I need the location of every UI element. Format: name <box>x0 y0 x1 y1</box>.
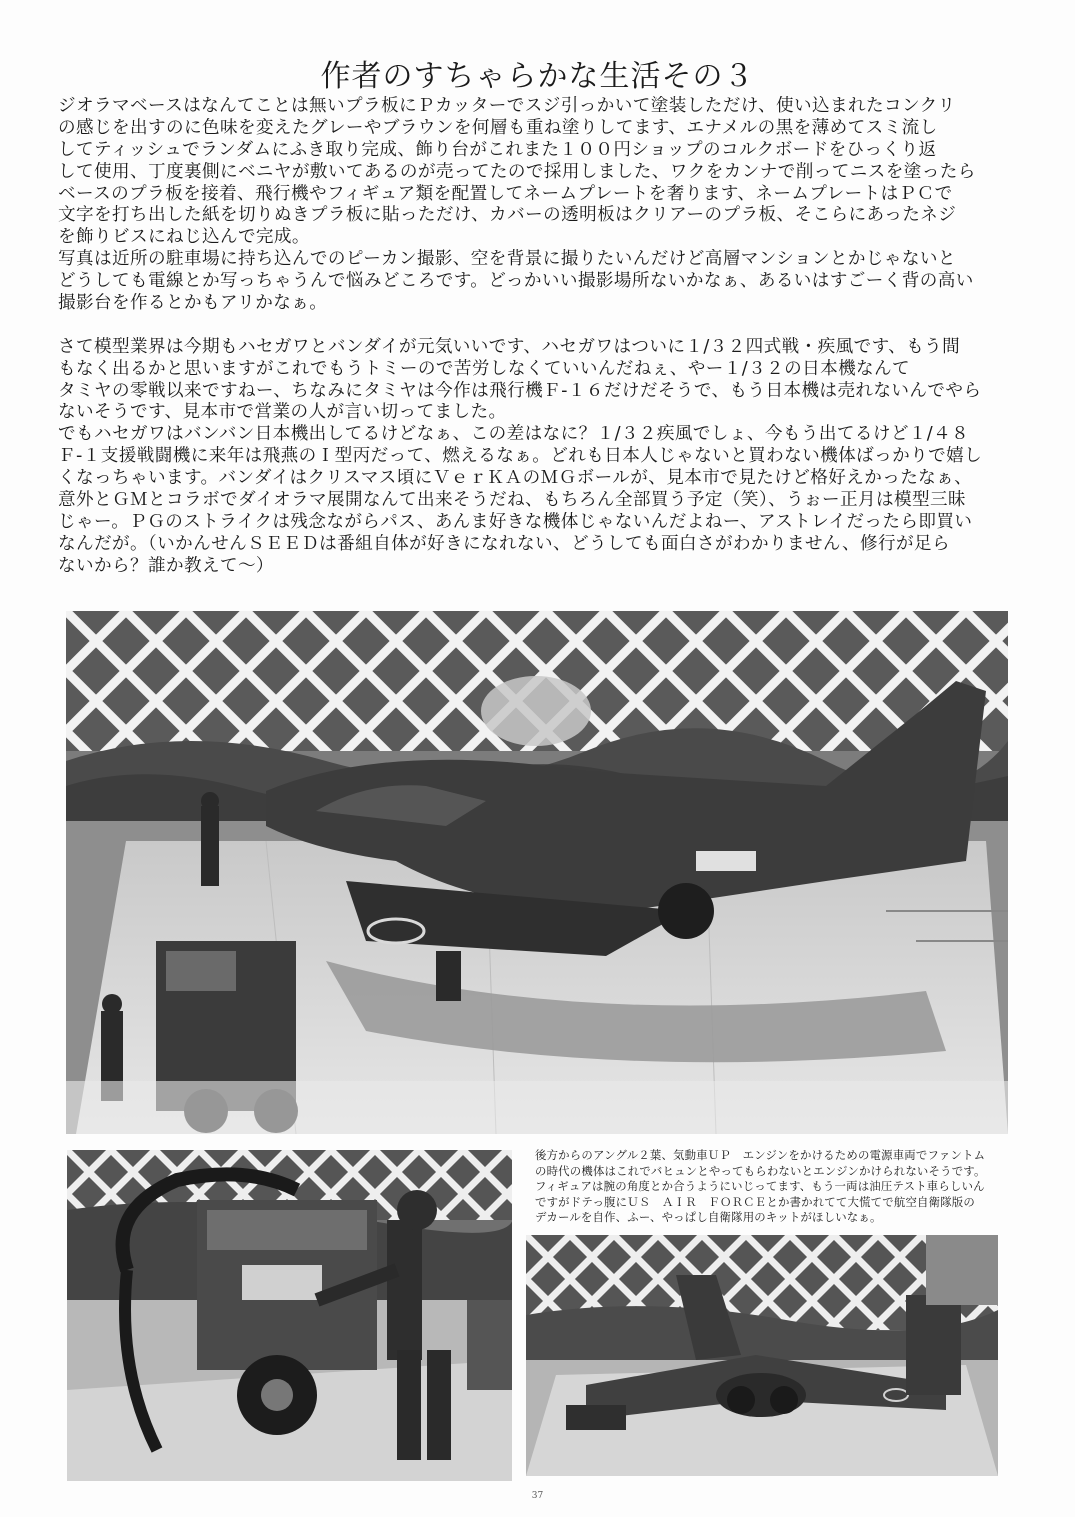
body-line: どうしても電線とか写っちゃうんで悩みどころです。どっかいい撮影場所ないかなぁ、あるいはすごーく背の高い <box>58 271 974 292</box>
body-line: してティッシュでランダムにふき取り完成、飾り台がこれまた１００円ショップのコルクボードをひっくり返 <box>58 139 937 160</box>
body-line: ないそうです、見本市で営業の人が言い切ってました。 <box>58 402 507 423</box>
article-body <box>58 96 1018 578</box>
body-line: じゃー。ＰＧのストライクは残念ながらパス、あんま好きな機体じゃないんだよねー、アストレイだったら即買い <box>58 511 973 532</box>
body-line: ないから？誰か教えて～） <box>58 555 274 576</box>
body-line: 撮影台を作るとかもアリかなぁ。 <box>58 293 328 314</box>
body-line: タミヤの零戦以来ですねー、ちなみにタミヤは今作は飛行機Ｆ-１６だけだそうで、もう日本機は売れないんでやら <box>58 380 982 401</box>
caption-line: ですがドテっ腹にＵＳ ＡＩＲ ＦＯＲＣＥとか書かれてて大慌てで航空自衛隊版の <box>535 1194 975 1209</box>
main-photo-phantom-diorama <box>66 611 1008 1134</box>
body-line: の感じを出すのに色味を変えたグレーやブラウンを何層も重ね塗りしてます、エナメルの黒を薄めてスミ流し <box>58 117 938 138</box>
body-line: ジオラマベースはなんてことは無いプラ板にＰカッターでスジ引っかいて塗装しただけ、使い込まれたコンクリ <box>58 96 956 116</box>
body-line: 意外とＧＭとコラボでダイオラマ展開なんて出来そうだね、もちろん全部買う予定（笑）、うぉー正月は模型三昧 <box>58 490 967 511</box>
caption-line: の時代の機体はこれでバヒュンとやってもらわないとエンジンかけられないそうです。 <box>535 1163 986 1178</box>
paragraph-gap <box>58 315 1018 337</box>
caption-line: フィギュアは腕の角度とか合うようにいじってます、もう一両は油圧テスト車らしいん <box>535 1179 985 1194</box>
photo-caption <box>535 1148 1005 1226</box>
article-title: 作者のすちゃらかな生活その３ <box>320 59 755 94</box>
body-line: さて模型業界は今期もハセガワとバンダイが元気いいです、ハセガワはついに１/３２四式戦・疾風です、もう間 <box>58 336 961 357</box>
body-line: 写真は近所の駐車場に持ち込んでのピーカン撮影、空を背景に撮りたいんだけど高層マンションとかじゃないと <box>58 249 956 270</box>
caption-line: 後方からのアングル２葉、気動車ＵＰ エンジンをかけるための電源車両でファントム <box>535 1148 986 1162</box>
body-line: もなく出るかと思いますがこれでもうトミーので苦労しなくていいんだねぇ、やー１/３２の日本機なんて <box>58 358 911 379</box>
body-line: Ｆ-１支援戦闘機に来年は飛燕のＩ型丙だって、燃えるなぁ。どれも日本人じゃないと買わない機体ばっかりで嬉し <box>58 446 983 467</box>
body-line: 文字を打ち出した紙を切りぬきプラ板に貼っただけ、カバーの透明板はクリアーのプラ板、そこらにあったネジ <box>58 205 957 226</box>
body-line: して使用、丁度裏側にベニヤが敷いてあるのが売ってたので採用しました、ワクをカンナで削ってニスを塗ったら <box>58 161 976 182</box>
body-line: くなっちゃいます。バンダイはクリスマス頃にＶｅｒＫＡのＭＧボールが、見本市で見たけど格好えかったなぁ、 <box>58 468 973 489</box>
photo-power-cart-figure <box>67 1150 512 1481</box>
photo-rear-angle-phantom <box>526 1235 998 1476</box>
body-line: でもハセガワはバンバン日本機出してるけどなぁ、この差はなに？１/３２疾風でしょ、今もう出てるけど１/４８ <box>58 424 970 445</box>
body-line: なんだが。（いかんせんＳＥＥＤは番組自体が好きになれない、どうしても面白さがわかりません、修行が足ら <box>58 533 950 554</box>
body-line: ベースのプラ板を接着、飛行機やフィギュア類を配置してネームプレートを奢ります、ネームプレートはＰＣで <box>58 183 953 204</box>
caption-line: デカールを自作、ふー、やっぱし自衛隊用のキットがほしいなぁ。 <box>535 1210 882 1225</box>
body-line: を飾りビスにねじ込んで完成。 <box>58 227 310 248</box>
page-number: 37 <box>531 1491 544 1501</box>
